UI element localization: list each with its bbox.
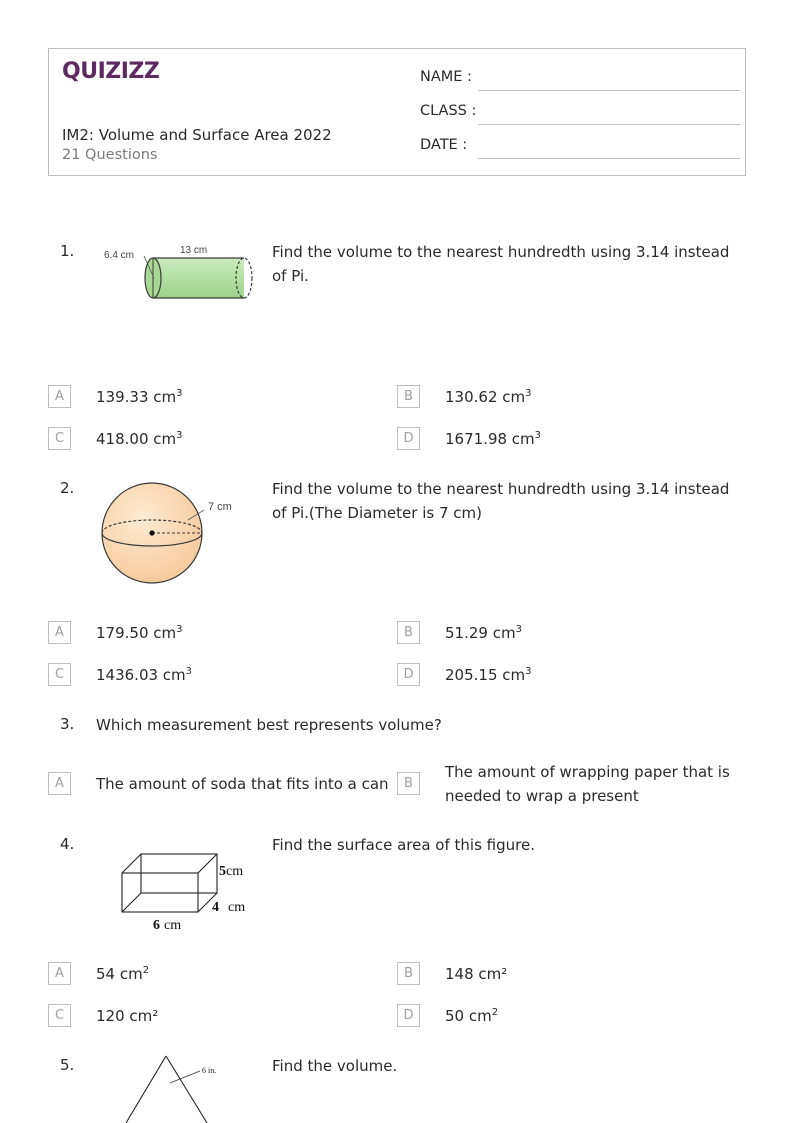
length-label: 13 cm (180, 245, 208, 256)
name-field[interactable] (420, 69, 740, 91)
class-label: CLASS : (420, 103, 477, 119)
question-number: 2. (60, 479, 75, 497)
class-line[interactable] (478, 124, 740, 125)
question-number: 5. (60, 1056, 75, 1074)
height-value: 5 (219, 864, 226, 879)
option-text[interactable]: 50 $cm^2$ (445, 1007, 499, 1025)
option-letter[interactable]: B (397, 962, 420, 985)
cone-figure (120, 1052, 230, 1123)
option-letter[interactable]: D (397, 427, 420, 450)
option-text[interactable]: 139.33 $cm^3$ (96, 388, 183, 406)
option-text[interactable]: 54 $cm^2$ (96, 965, 150, 983)
question-text: Find the surface area of this figure. (272, 836, 535, 854)
radius-label: 7 cm (208, 501, 232, 513)
question-text: Find the volume to the nearest hundredth using 3.14 instead of Pi.(The Diameter is 7 cm) (272, 480, 730, 522)
rectangular-prism-figure (110, 845, 270, 935)
worksheet-header (48, 48, 746, 176)
question-number: 4. (60, 835, 75, 853)
date-label: DATE : (420, 137, 468, 153)
height-unit: cm (226, 864, 244, 879)
svg-text:6cm (153, 918, 181, 933)
option-letter[interactable]: B (397, 621, 420, 644)
option-text[interactable]: 205.15 $cm^3$ (445, 666, 532, 684)
option-text[interactable]: 1436.03 $cm^3$ (96, 666, 193, 684)
option-text[interactable]: 130.62 $cm^3$ (445, 388, 532, 406)
depth-value: 4 (212, 900, 219, 915)
cone-label: 6 in. (202, 1066, 217, 1075)
option-text[interactable]: 418.00 $cm^3$ (96, 430, 183, 448)
option-letter[interactable]: D (397, 663, 420, 686)
option-text[interactable]: 51.29 $cm^3$ (445, 624, 522, 642)
sphere-figure (98, 480, 248, 588)
option-text[interactable]: 1671.98 $cm^3$ (445, 430, 542, 448)
option-letter[interactable]: A (48, 772, 71, 795)
date-field[interactable] (420, 137, 740, 159)
cylinder-figure (98, 238, 258, 304)
option-text[interactable]: 179.50 $cm^3$ (96, 624, 183, 642)
option-letter[interactable]: C (48, 663, 71, 686)
class-field[interactable] (420, 103, 740, 125)
option-text[interactable]: 148 cm² (445, 965, 508, 983)
question-text: Find the volume to the nearest hundredth using 3.14 instead of Pi. (272, 243, 730, 285)
cylinder-body (153, 258, 244, 298)
option-text[interactable]: The amount of wrapping paper that is needed to wrap a present (445, 763, 730, 805)
name-label: NAME : (420, 69, 472, 85)
name-line[interactable] (478, 90, 740, 91)
width-unit: cm (164, 918, 182, 933)
option-letter[interactable]: A (48, 962, 71, 985)
option-text[interactable]: The amount of soda that fits into a can (96, 775, 389, 793)
quizizz-logo: QUIZIZZ (62, 59, 160, 84)
question-text: Find the volume. (272, 1057, 398, 1075)
question-number: 1. (60, 242, 75, 260)
depth-unit: cm (228, 900, 246, 915)
svg-text:4cm (212, 900, 245, 915)
date-line[interactable] (478, 158, 740, 159)
option-letter[interactable]: B (397, 385, 420, 408)
option-text[interactable]: 120 cm² (96, 1007, 159, 1025)
question-number: 3. (60, 715, 75, 733)
diameter-label: 6.4 cm (104, 250, 135, 261)
option-letter[interactable]: A (48, 621, 71, 644)
svg-text:5cm (219, 864, 243, 879)
question-count: 21 Questions (62, 147, 158, 163)
option-letter[interactable]: B (397, 772, 420, 795)
option-letter[interactable]: C (48, 427, 71, 450)
option-letter[interactable]: D (397, 1004, 420, 1027)
question-text: Which measurement best represents volume? (96, 716, 442, 734)
worksheet-title: IM2: Volume and Surface Area 2022 (62, 126, 332, 144)
option-letter[interactable]: C (48, 1004, 71, 1027)
option-letter[interactable]: A (48, 385, 71, 408)
width-value: 6 (153, 918, 160, 933)
